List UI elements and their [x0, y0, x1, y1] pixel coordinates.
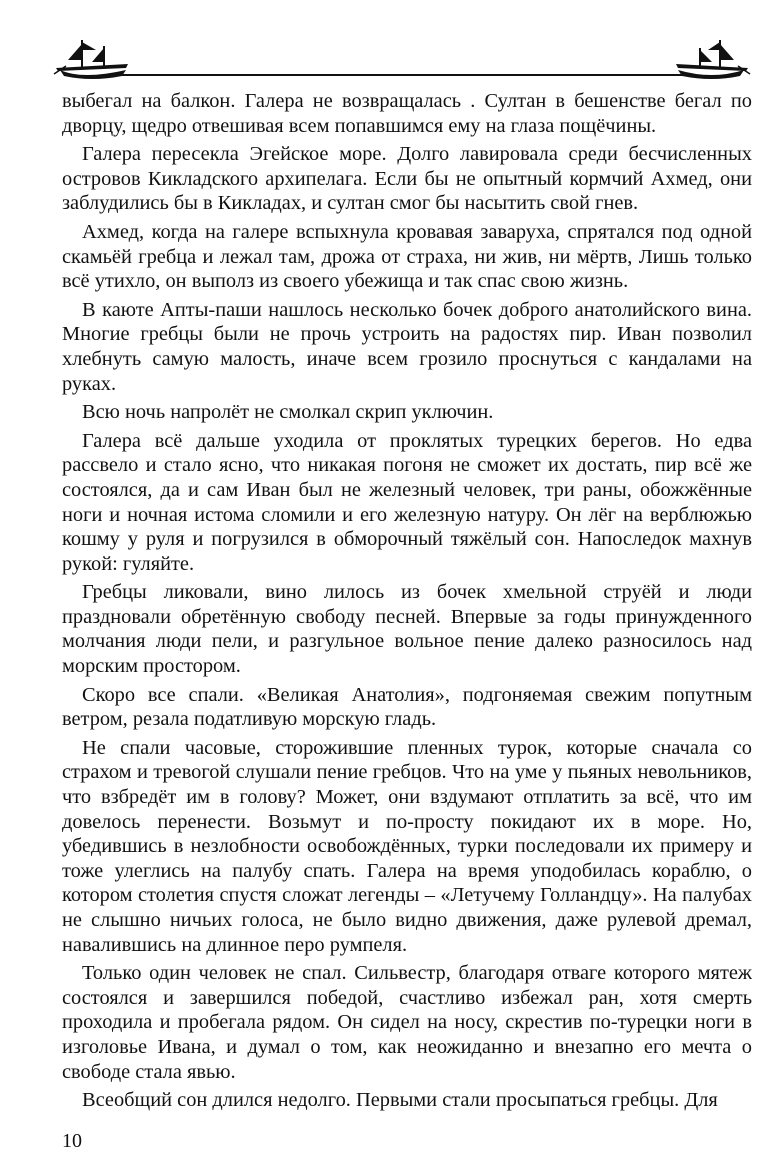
paragraph: Всеобщий сон длился недолго. Первыми стали просыпаться гребцы. Для	[82, 1089, 718, 1112]
page-number: 10	[62, 1130, 82, 1152]
page-header	[52, 36, 752, 84]
paragraph: Ахмед, когда на галере вспыхнула кровавая заваруха, спрятался под одной скамьёй гребца и лежал там, дрожа от страха, ни жив, ни мёртв, Лишь только всё утихло, он выполз из своего убежища и так спас свою жизнь.	[62, 220, 752, 293]
paragraph: Скоро все спали. «Великая Анатолия», подгоняемая свежим попутным ветром, резала податливую морскую гладь.	[62, 683, 752, 731]
paragraph: Гребцы ликовали, вино лилось из бочек хмельной струёй и люди праздновали обретённую свободу песней. Впервые за годы принужденного молчания люди пели, и разгульное вольное пение далеко разносилось над морским простором.	[62, 581, 752, 678]
paragraph: В каюте Апты-паши нашлось несколько бочек доброго анатолийского вина. Многие гребцы были не прочь устроить на радостях пир. Иван позволил хлебнуть самую малость, иначе всем грозило проснуться с кандалами на руках.	[62, 298, 752, 395]
header-rule	[122, 74, 682, 76]
paragraph: Галера пересекла Эгейское море. Долго лавировала среди бесчисленных островов Кикладского архипелага. Если бы не опытный кормчий Ахмед, они заблудились бы в Кикладах, и султан смог бы насытить свой гнев.	[62, 143, 752, 215]
paragraph: выбегал на балкон. Галера не возвращалась . Султан в бешенстве бегал по дворцу, щедро отвешивая всем попавшимся ему на глаза пощёчины.	[62, 90, 752, 137]
ship-icon	[672, 36, 752, 82]
paragraph: Не спали часовые, сторожившие пленных турок, которые сначала со страхом и тревогой слушали пение гребцов. Что на уме у пьяных невольников, что взбредёт им в голову? Может, они вздумают отплатить за всё, что им довелось перенести. Возьмут и по-просту покидают их в море. Но, убедившись в незлобности освобождённых, турки последовали их примеру и тоже улеглись на палубу спать. Галера на время уподобилась кораблю, о котором столетия спустя сложат легенды – «Летучему Голландцу». На палубах не слышно ничьих голоса, не было видно движения, даже рулевой дремал, навалившись на длинное перо румпеля.	[62, 736, 752, 956]
paragraph: Галера всё дальше уходила от проклятых турецких берегов. Но едва рассвело и стало ясно, что никакая погоня не сможет их достать, пир всё же состоялся, да и сам Иван был не железный человек, три раны, обожжённые ноги и ночная истома сломили и его железную натуру. Он лёг на верблюжью кошму у руля и погрузился в обморочный тяжёлый сон. Напоследок махнув рукой: гуляйте.	[62, 429, 752, 575]
body-text	[62, 89, 752, 1117]
paragraph: Только один человек не спал. Сильвестр, благодаря отваге которого мятеж состоялся и завершился победой, счастливо избежал ран, хотя смерть проходила и пробегала рядом. Он сидел на носу, скрестив по-турецки ноги в изголовье Ивана, и думал о том, как неожиданно и внезапно его мечта о свободе стала явью.	[62, 962, 752, 1083]
ship-icon	[52, 36, 132, 82]
paragraph: Всю ночь напролёт не смолкал скрип уключин.	[82, 401, 494, 424]
